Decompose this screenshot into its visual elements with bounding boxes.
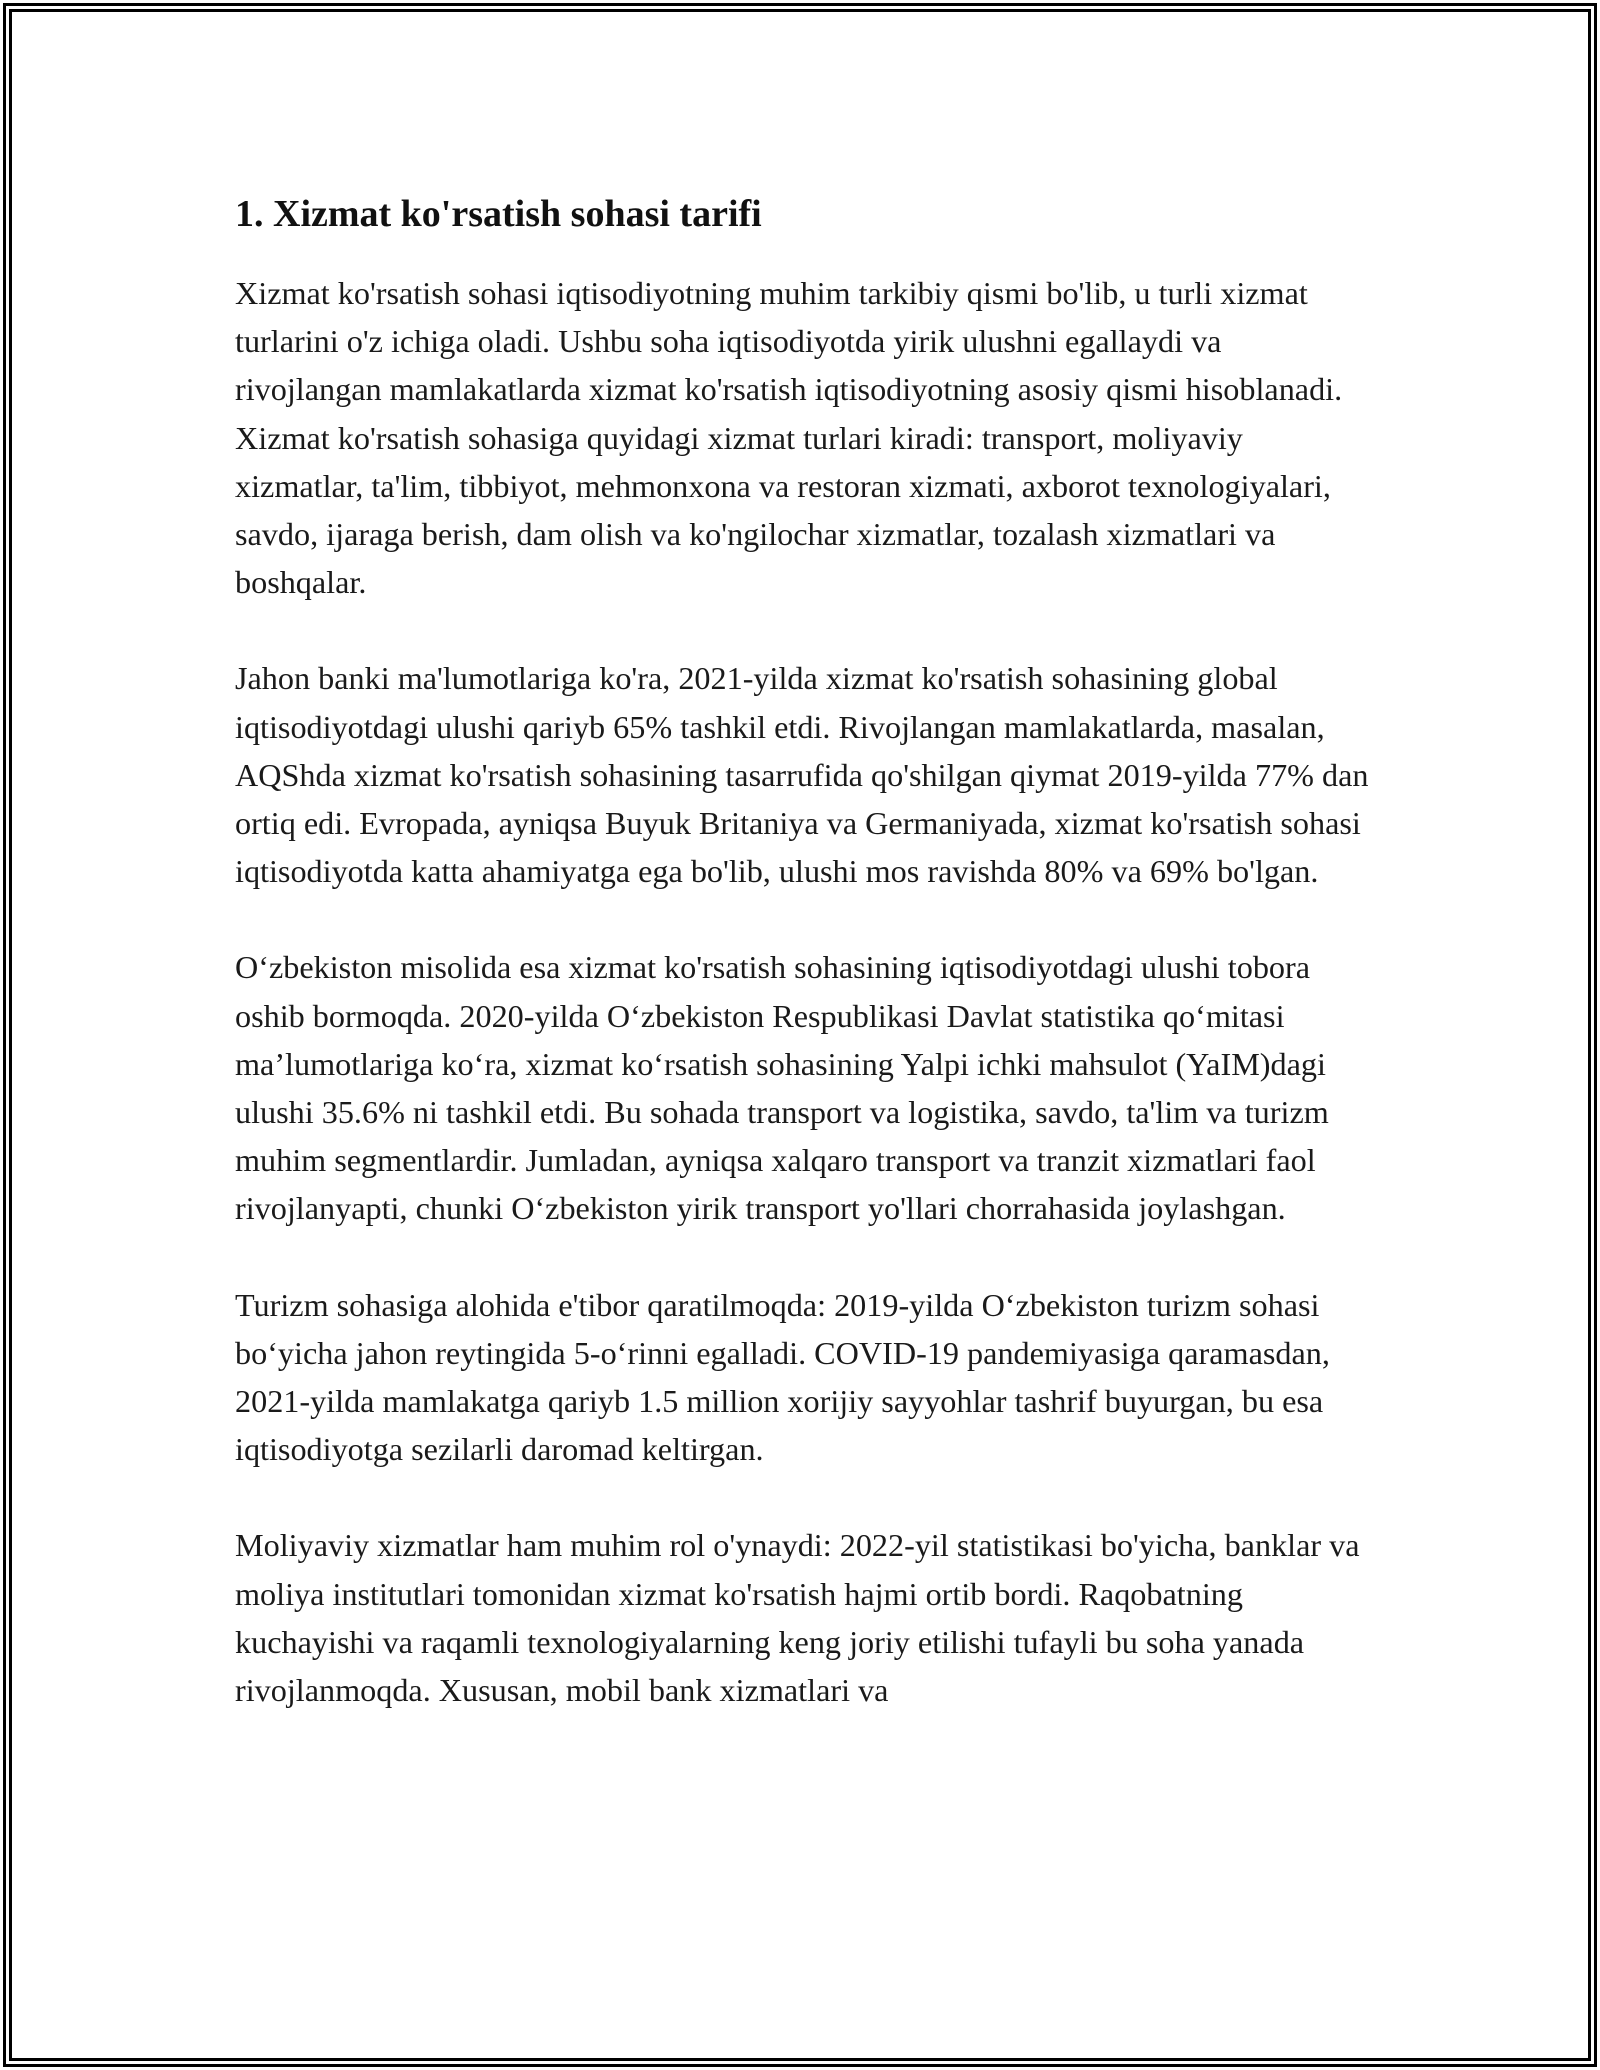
paragraph-tourism: Turizm sohasiga alohida e'tibor qaratilmoqda: 2019-yilda O‘zbekiston turizm sohasi bo‘yicha jahon reytingida 5-o‘rinni egalladi. COVID-19 pandemiyasiga qaramasdan, 2021-yilda mamlakatga qariyb 1.5 million xorijiy sayyohlar tashrif buyurgan, bu esa iqtisodiyotga sezilarli daromad keltirgan.: [235, 1286, 1330, 1468]
paragraph-service-sector-definition: Xizmat ko'rsatish sohasi iqtisodiyotning muhim tarkibiy qismi bo'lib, u turli xizmat turlarini o'z ichiga oladi. Ushbu soha iqtisodiyotda yirik ulushni egallaydi va rivojlangan mamlakatlarda xizmat ko'rsatish iqtisodiyotning asosiy qismi hisoblanadi. Xizmat ko'rsatish sohasiga quyidagi xizmat turlari kiradi: transport, moliyaviy xizmatlar, ta'lim, tibbiyot, mehmonxona va restoran xizmati, axborot texnologiyalari, savdo, ijaraga berish, dam olish va ko'ngilochar xizmatlar, tozalash xizmatlari va boshqalar.: [235, 275, 1343, 601]
paragraph-financial-services: Moliyaviy xizmatlar ham muhim rol o'ynaydi: 2022-yil statistikasi bo'yicha, banklar va moliya institutlari tomonidan xizmat ko'rsatish hajmi ortib bordi. Raqobatning kuchayishi va raqamli texnologiyalarning keng joriy etilishi tufayli bu soha yanada rivojlanmoqda. Xususan, mobil bank xizmatlari va: [235, 1527, 1360, 1709]
paragraph-world-bank-data: Jahon banki ma'lumotlariga ko'ra, 2021-yilda xizmat ko'rsatish sohasining global iqtisodiyotdagi ulushi qariyb 65% tashkil etdi. Rivojlangan mamlakatlarda, masalan, AQShda xizmat ko'rsatish sohasining tasarrufida qo'shilgan qiymat 2019-yilda 77% dan ortiq edi. Evropada, ayniqsa Buyuk Britaniya va Germaniyada, xizmat ko'rsatish sohasi iqtisodiyotda katta ahamiyatga ega bo'lib, ulushi mos ravishda 80% va 69% bo'lgan.: [235, 660, 1369, 890]
document-body: [235, 190, 1370, 1714]
paragraph-uzbekistan-share: O‘zbekiston misolida esa xizmat ko'rsatish sohasining iqtisodiyotdagi ulushi tobora oshib bormoqda. 2020-yilda O‘zbekiston Respublikasi Davlat statistika qo‘mitasi ma’lumotlariga ko‘ra, xizmat ko‘rsatish sohasining Yalpi ichki mahsulot (YaIM)dagi ulushi 35.6% ni tashkil etdi. Bu sohada transport va logistika, savdo, ta'lim va turizm muhim segmentlardir. Jumladan, ayniqsa xalqaro transport va tranzit xizmatlari faol rivojlanyapti, chunki O‘zbekiston yirik transport yo'llari chorrahasida joylashgan.: [235, 949, 1329, 1227]
section-heading: 1. Xizmat ko'rsatish sohasi tarifi: [235, 193, 762, 235]
